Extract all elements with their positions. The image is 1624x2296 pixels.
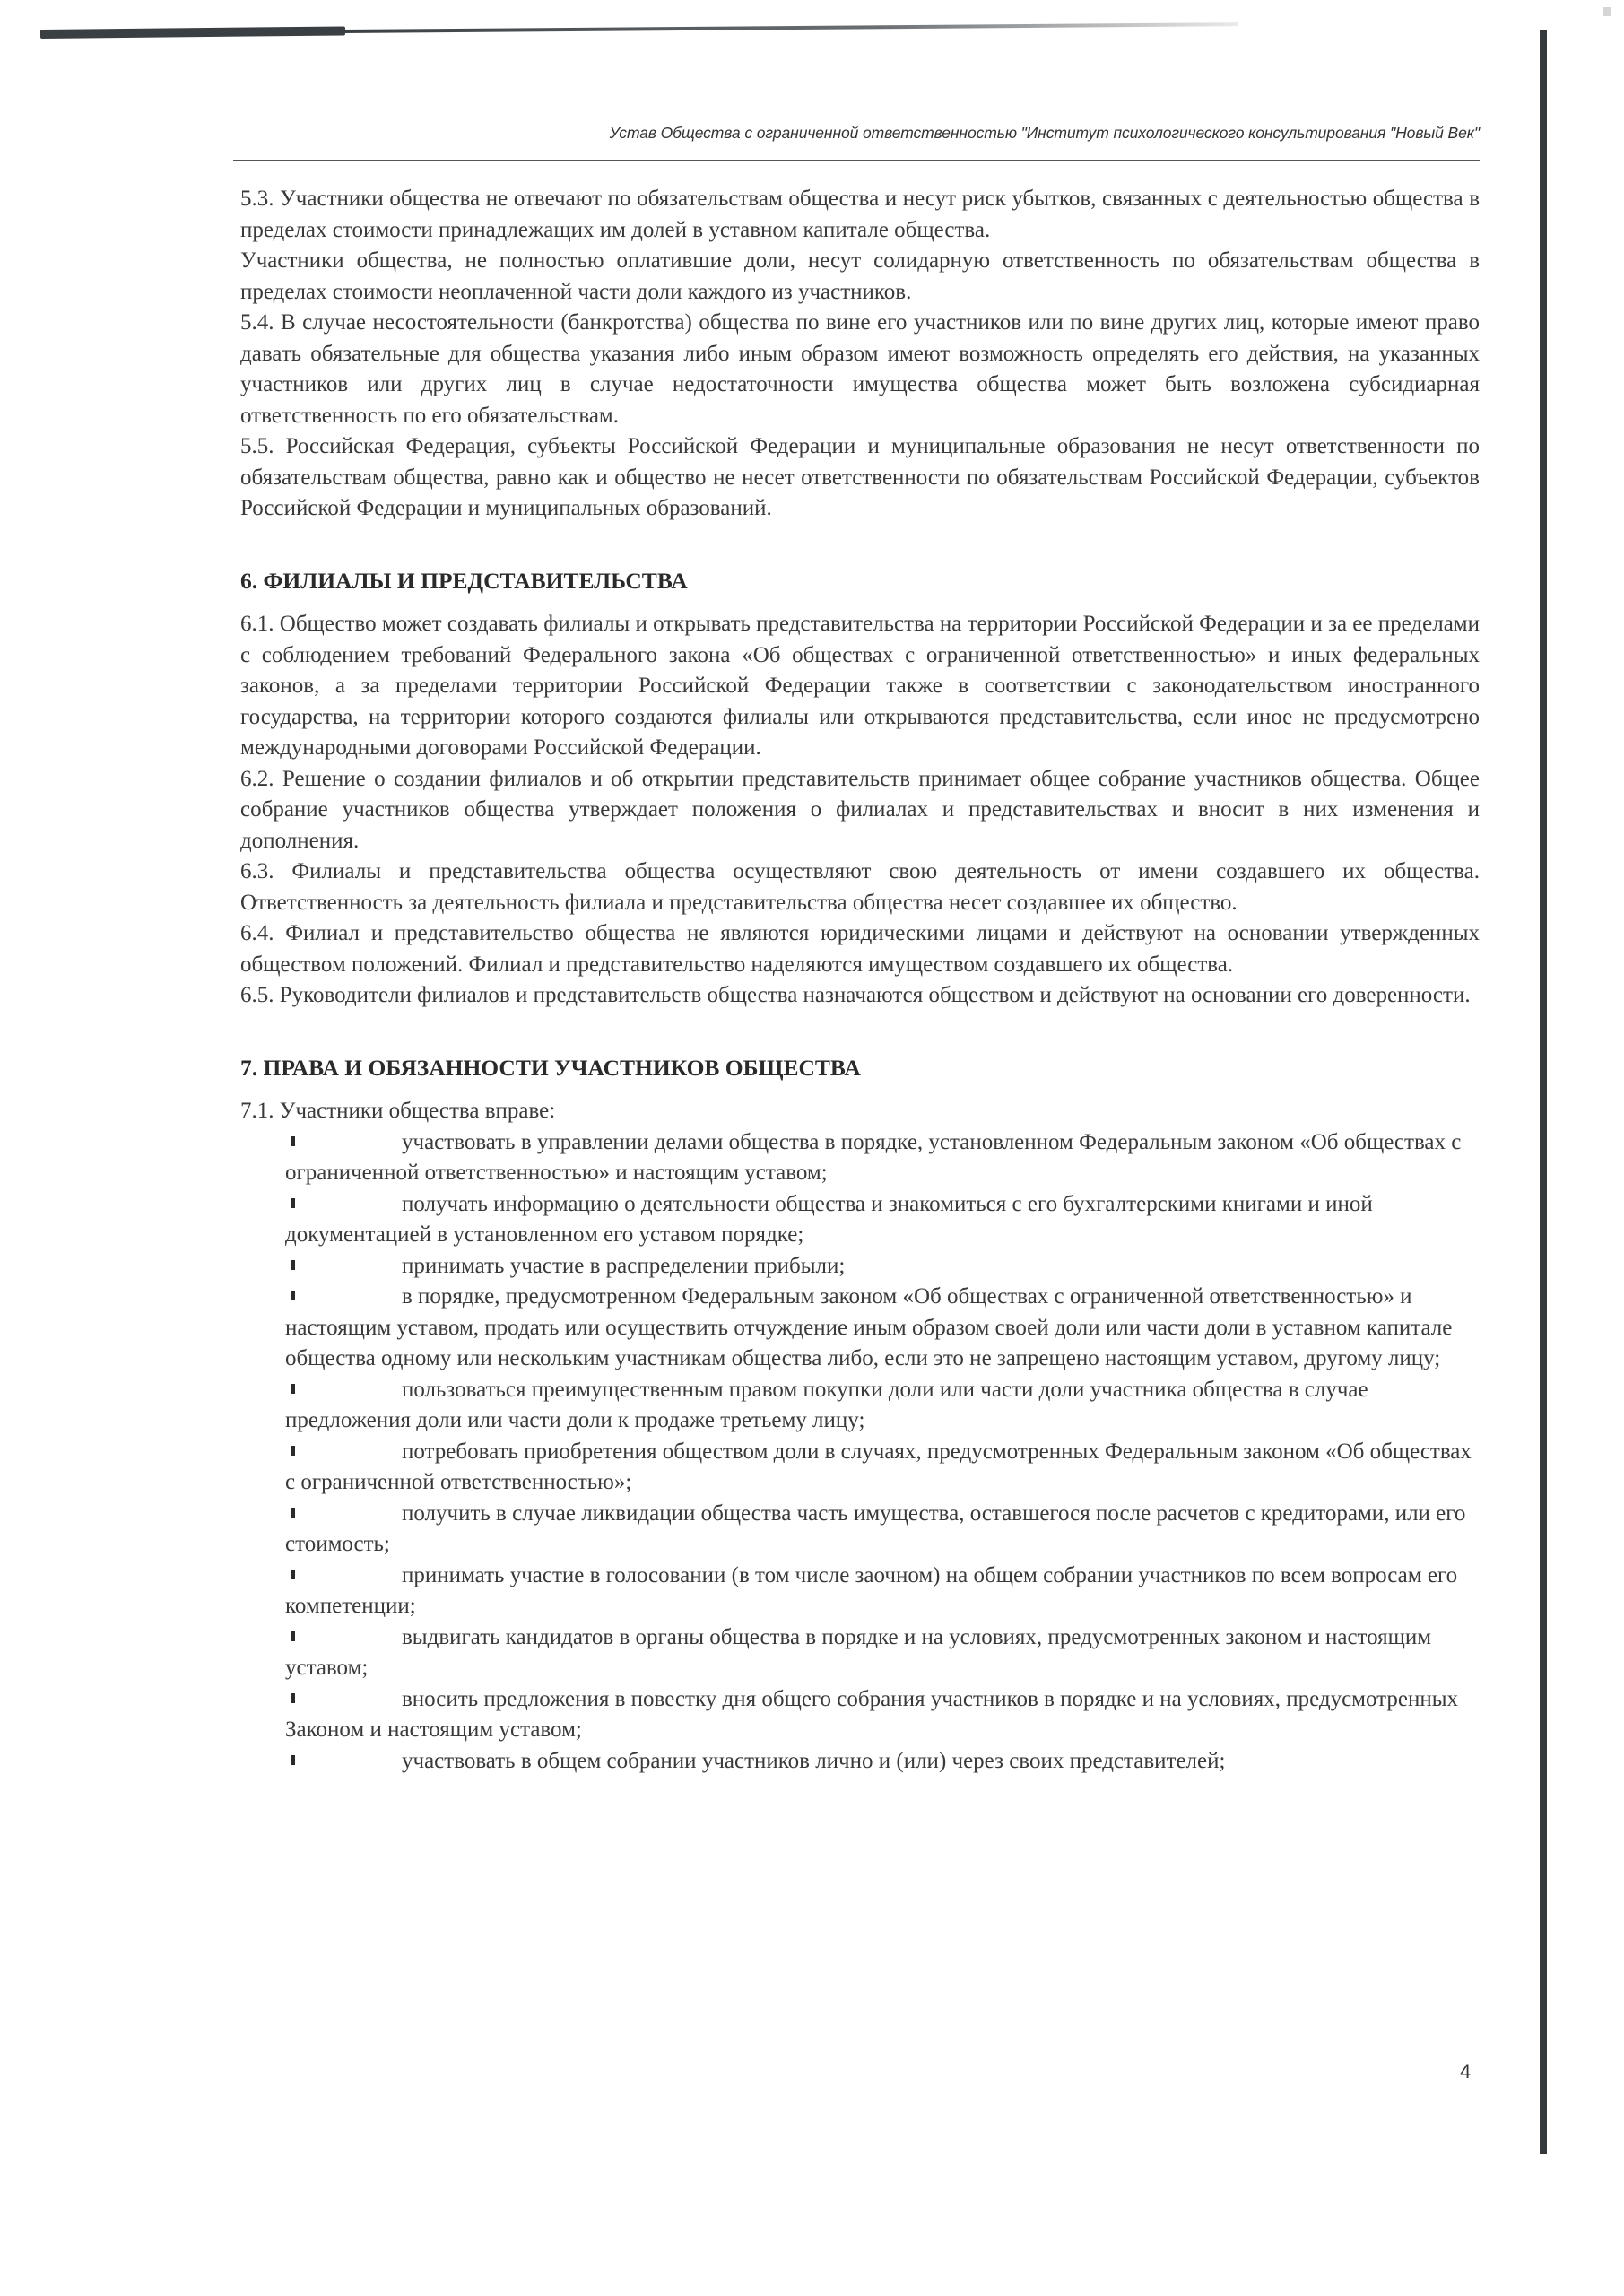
- bullet-icon: [291, 1508, 295, 1518]
- bullet-icon: [291, 1570, 295, 1579]
- section-7-title: 7. ПРАВА И ОБЯЗАННОСТИ УЧАСТНИКОВ ОБЩЕСТВА: [240, 1054, 861, 1081]
- paragraph-6-1: 6.1. Общество может создавать филиалы и открывать представительства на территории Российской Федерации и за ее пределами с соблюдением требований Федерального закона «Об обществах с ограниченной ответственностью» и иных федеральных законов, а за пределами территории Российской Федерации также в соответствии с законодательством иностранного государства, на территории которого создаются филиалы или открываются представительства, если иное не предусмотрено международными договорами Российской Федерации.: [240, 612, 1480, 760]
- list-item: принимать участие в голосовании (в том числе заочном) на общем собрании участников по всем вопросам его компетенции;: [285, 1562, 1458, 1618]
- list-item: пользоваться преимущественным правом покупки доли или части доли участника общества в случае предложения доли или части доли к продаже третьему лицу;: [285, 1377, 1368, 1432]
- list-item: потребовать приобретения обществом доли в случаях, предусмотренных Федеральным законом «Об обществах с ограниченной ответственностью»;: [285, 1439, 1472, 1494]
- list-item: в порядке, предусмотренном Федеральным законом «Об обществах с ограниченной ответственностью» и настоящим уставом, продать или осуществить отчуждение иным образом своей доли или части доли в уставном капитале общества одному или нескольким участникам общества либо, если это не запрещено настоящим уставом, другому лицу;: [285, 1284, 1453, 1370]
- paragraph-5-4: 5.4. В случае несостоятельности (банкротства) общества по вине его участников или по вине других лиц, которые имеют право давать обязательные для общества указания либо иным образом имеют возможность определять его действия, на указанных участников или других лиц в случае недостаточности имущества общества может быть возложена субсидиарная ответственность по его обязательствам.: [240, 310, 1480, 428]
- bullet-icon: [291, 1631, 295, 1641]
- paragraph-5-3: 5.3. Участники общества не отвечают по обязательствам общества и несут риск убытков, связанных с деятельностью общества в пределах стоимости принадлежащих им долей в уставном капитале общества.: [240, 187, 1480, 242]
- list-item: выдвигать кандидатов в органы общества в порядке и на условиях, предусмотренных законом и настоящим уставом;: [285, 1624, 1432, 1680]
- bullet-icon: [291, 1136, 295, 1146]
- scan-edge-artifact: [341, 22, 1238, 33]
- page-number: 4: [1460, 2060, 1472, 2083]
- bullet-icon: [291, 1693, 295, 1703]
- scan-edge-bar: [1540, 30, 1547, 2154]
- list-item: участвовать в управлении делами общества в порядке, установленном Федеральным законом «Об обществах с ограниченной ответственностью» и настоящим уставом;: [285, 1129, 1462, 1185]
- header-divider: [233, 160, 1480, 161]
- paragraph-6-5: 6.5. Руководители филиалов и представительств общества назначаются обществом и действуют на основании его доверенности.: [240, 983, 1471, 1007]
- bullet-icon: [291, 1446, 295, 1456]
- list-item: вносить предложения в повестку дня общего собрания участников в порядке и на условиях, предусмотренных Законом и настоящим уставом;: [285, 1686, 1459, 1742]
- list-item: получать информацию о деятельности общества и знакомиться с его бухгалтерскими книгами и иной документацией в установленном его уставом порядке;: [285, 1191, 1373, 1247]
- document-body: [240, 184, 1480, 1777]
- paragraph-5-5: 5.5. Российская Федерация, субъекты Российской Федерации и муниципальные образования не несут ответственности по обязательствам общества, равно как и общество не несет ответственности по обязательствам Российской Федерации, субъектов Российской Федерации и муниципальных образований.: [240, 434, 1480, 520]
- bullet-icon: [291, 1384, 295, 1394]
- list-item: принимать участие в распределении прибыли;: [240, 1251, 1480, 1283]
- rights-list: [240, 1127, 1480, 1778]
- list-item: получить в случае ликвидации общества часть имущества, оставшегося после расчетов с кредиторами, или его стоимость;: [285, 1500, 1466, 1556]
- bullet-icon: [291, 1260, 295, 1270]
- paragraph-5-3-cont: Участники общества, не полностью оплатившие доли, несут солидарную ответственность по обязательствам общества в пределах стоимости неоплаченной части доли каждого из участников.: [240, 248, 1480, 304]
- paragraph-6-2: 6.2. Решение о создании филиалов и об открытии представительств принимает общее собрание участников общества. Общее собрание участников общества утверждает положения о филиалах и представительствах и вносит в них изменения и дополнения.: [240, 766, 1480, 853]
- section-6-title: 6. ФИЛИАЛЫ И ПРЕДСТАВИТЕЛЬСТВА: [240, 567, 688, 594]
- bullet-icon: [291, 1198, 295, 1208]
- scan-corner-mark: [1603, 7, 1611, 16]
- paragraph-6-3: 6.3. Филиалы и представительства общества осуществляют свою деятельность от имени создавшего их общества. Ответственность за деятельность филиала и представительства общества несет создавшее их общество.: [240, 859, 1480, 915]
- paragraph-6-4: 6.4. Филиал и представительство общества не являются юридическими лицами и действуют на основании утвержденных обществом положений. Филиал и представительство наделяются имуществом создавшего их общества.: [240, 921, 1480, 977]
- paragraph-7-1-intro: 7.1. Участники общества вправе:: [240, 1099, 556, 1123]
- scan-edge-artifact: [40, 26, 345, 39]
- running-header: Устав Общества с ограниченной ответственностью "Институт психологического консультирования "Новый Век": [609, 124, 1480, 142]
- list-item: участвовать в общем собрании участников лично и (или) через своих представителей;: [240, 1746, 1480, 1778]
- bullet-icon: [291, 1755, 295, 1765]
- bullet-icon: [291, 1291, 295, 1300]
